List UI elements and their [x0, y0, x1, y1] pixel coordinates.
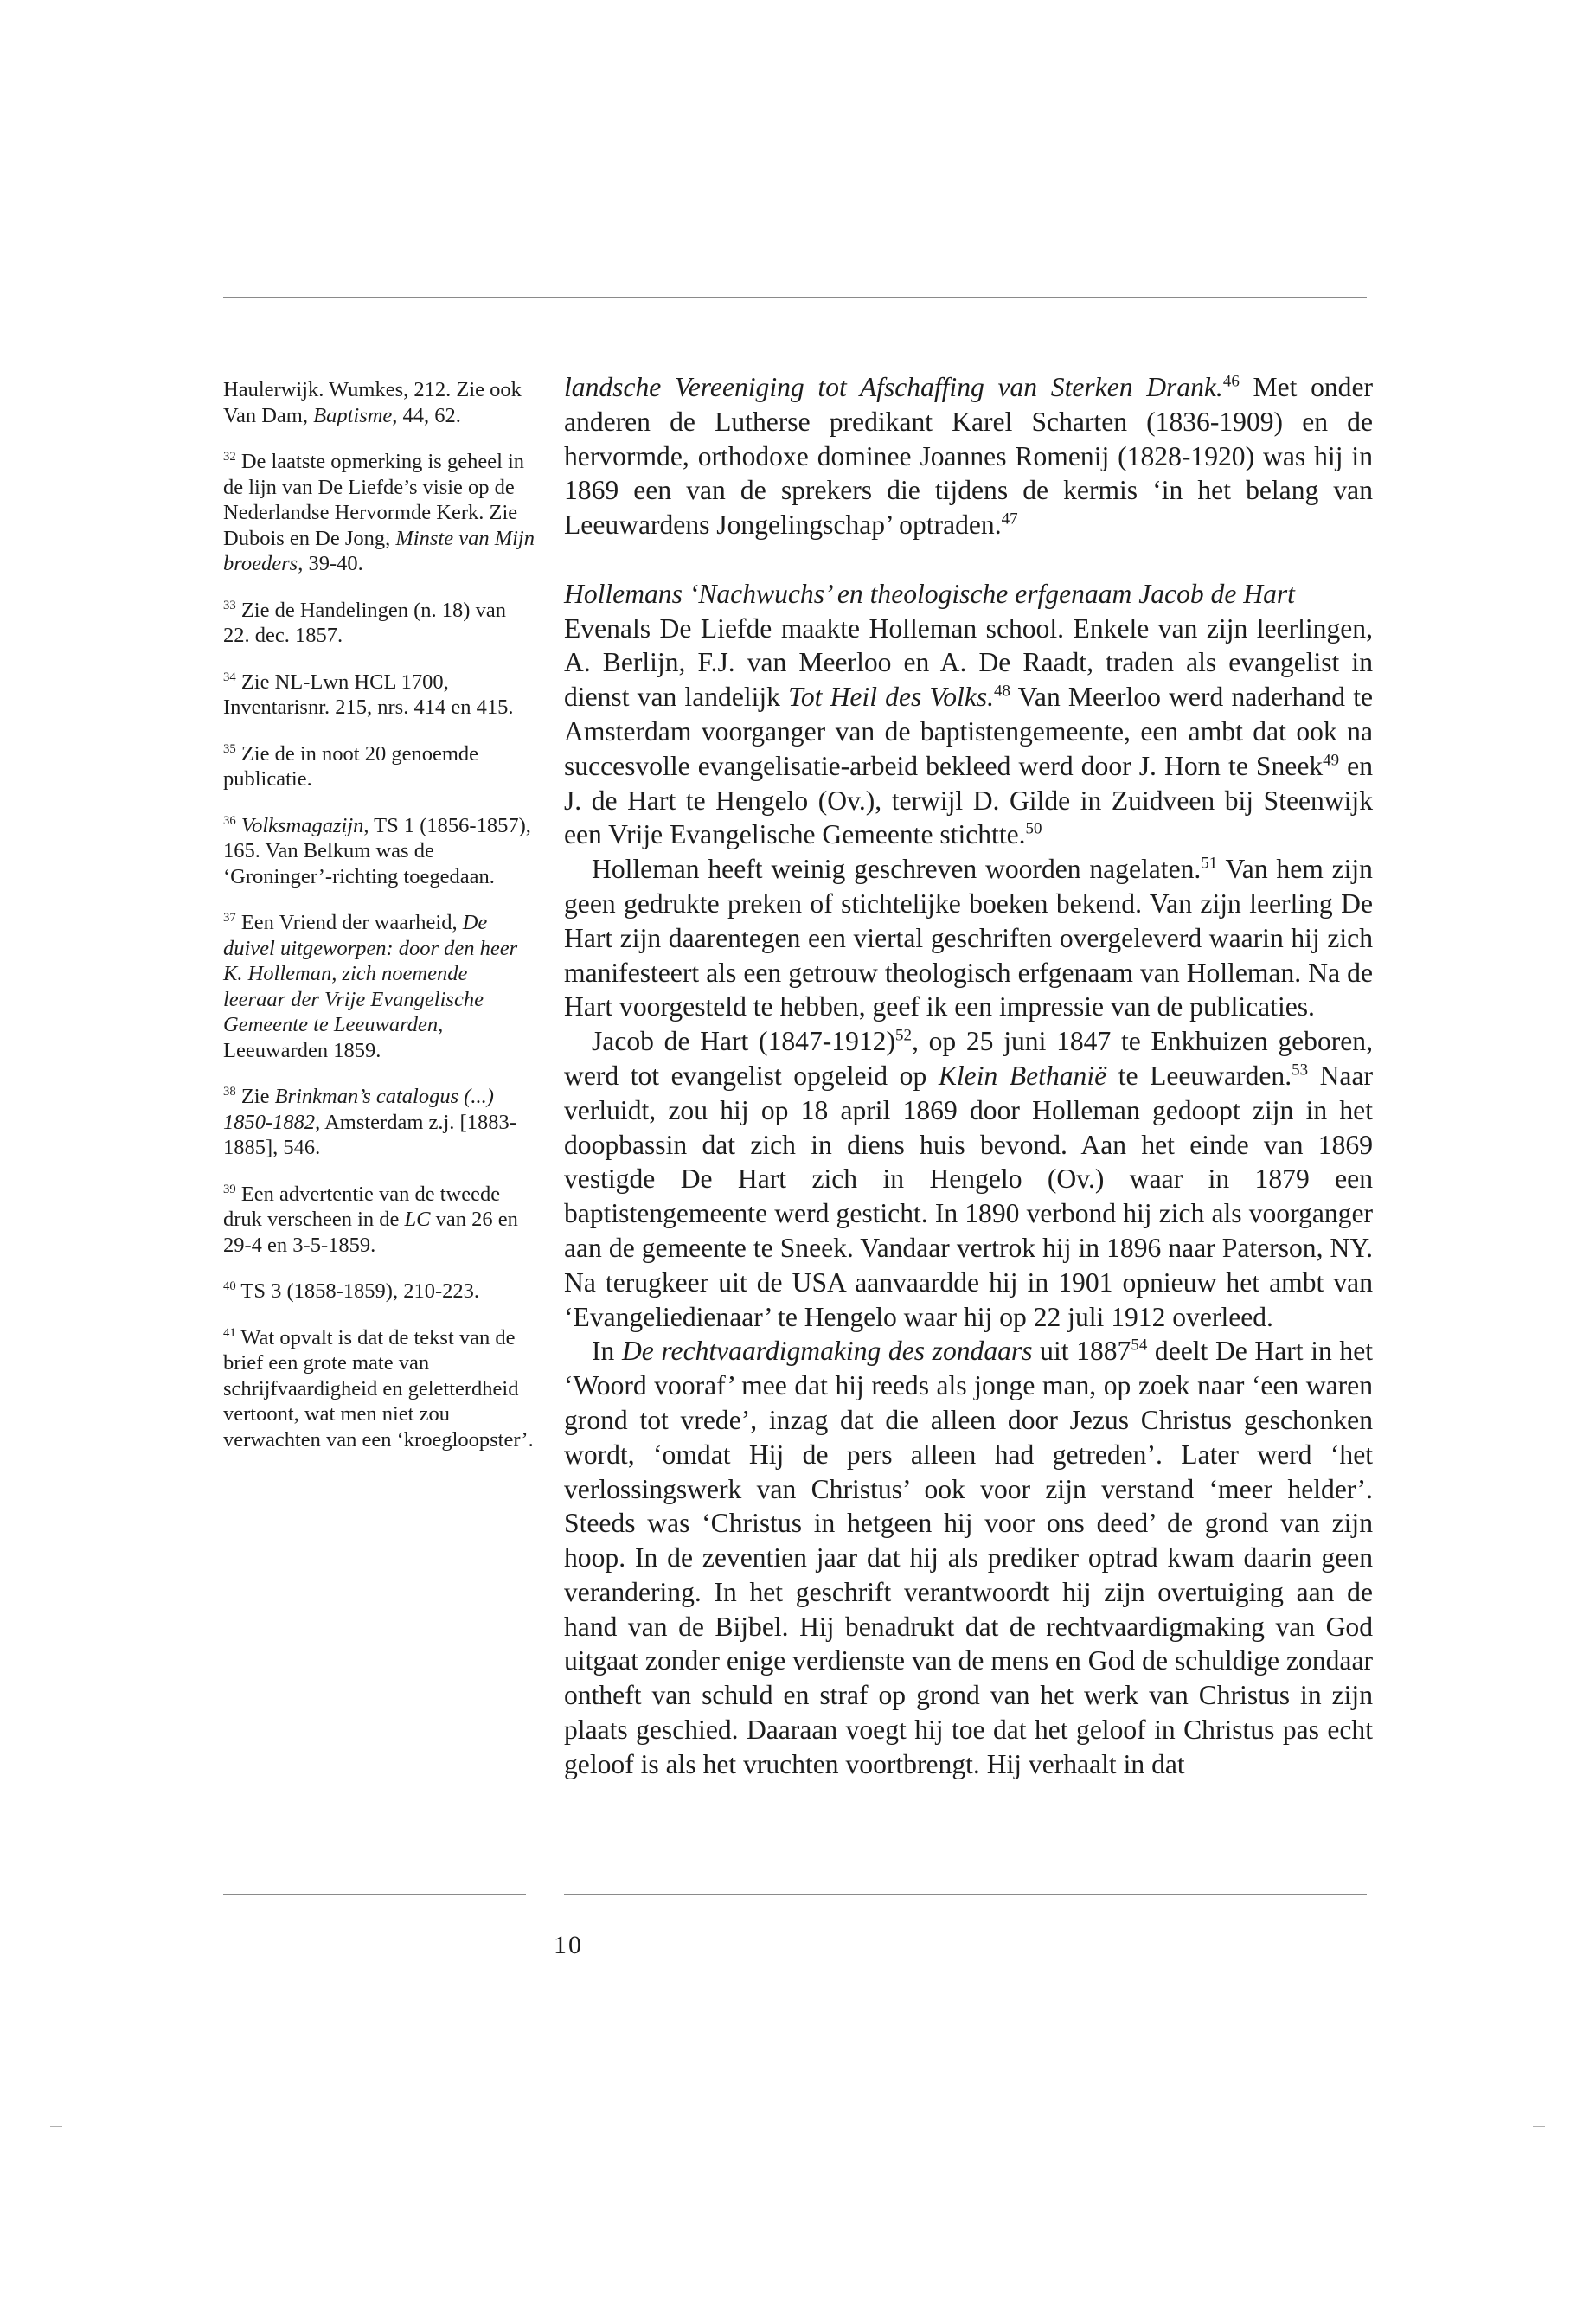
section-heading: Hollemans ‘Nachwuchs’ en theologische erfgenaam Jacob de Hart: [564, 578, 1295, 609]
footnote: $^{34}$ Zie NL-Lwn HCL 1700, Inventarisnr. 215, nrs. 414 en 415.: [223, 670, 514, 719]
paragraph: Holleman heeft weinig geschreven woorden nagelaten.$^{51}$ Van hem zijn geen gedrukte preken of stichtelijke boeken bekend. Van zijn leerling De Hart zijn daarentegen een viertal geschriften overgeleverd waarin hij zich manifesteert als een getrouw theologisch erfgenaam van Holleman. Na de Hart voorgesteld te hebben, geef ik een impressie van de publicaties.: [564, 854, 1373, 1022]
footnote: $^{36}$ Volksmagazijn, TS 1 (1856-1857), 165. Van Belkum was de ‘Groninger’-richting toegedaan.: [223, 813, 531, 888]
footnote-number: 36: [223, 813, 236, 828]
footnote-column: [223, 377, 535, 1473]
note-ref: 49: [1323, 751, 1340, 770]
note-ref: 46: [1222, 372, 1240, 391]
footnote-number: 40: [223, 1279, 236, 1294]
footnote: Haulerwijk. Wumkes, 212. Zie ook Van Dam, Baptisme, 44, 62.: [223, 378, 522, 427]
note-ref: 47: [1001, 510, 1018, 529]
footnote-number: 41: [223, 1325, 236, 1340]
note-ref: 52: [895, 1026, 912, 1045]
footnote: $^{33}$ Zie de Handelingen (n. 18) van 22. dec. 1857.: [223, 598, 506, 647]
footnote-number: 35: [223, 741, 236, 756]
note-ref: 54: [1131, 1336, 1148, 1355]
footnote-number: 32: [223, 450, 236, 465]
header-rule: [223, 297, 1367, 298]
paragraph: Jacob de Hart (1847-1912)$^{52}$, op 25 juni 1847 te Enkhuizen geboren, werd tot evangelist opgeleid op Klein Bethanië te Leeuwarden.$^{53}$ Naar verluidt, zou hij op 18 april 1869 door Holleman gedoopt zijn in het doopbassin dat zich in diens huis bevond. Aan het einde van 1869 vestigde De Hart zich in Hengelo (Ov.) waar in 1879 een baptistengemeente werd gesticht. In 1890 verbond hij zich als voorganger aan de gemeente te Sneek. Vandaar vertrok hij in 1896 naar Paterson, NY. Na terugkeer uit de USA aanvaardde hij in 1901 opnieuw het ambt van ‘Evangeliedienaar’ te Hengelo waar hij op 22 juli 1912 overleed.: [564, 1026, 1373, 1332]
footnote-number: 34: [223, 670, 236, 684]
footnote: $^{37}$ Een Vriend der waarheid, De duivel uitgeworpen: door den heer K. Holleman, zich noemende leeraar der Vrije Evangelische Gemeente te Leeuwarden, Leeuwarden 1859.: [223, 911, 518, 1062]
note-ref: 51: [1201, 854, 1218, 873]
paragraph: landsche Vereeniging tot Afschaffing van Sterken Drank.$^{46}$ Met onder anderen de Lutherse predikant Karel Scharten (1836-1909) en de hervormde, orthodoxe dominee Joannes Romenij (1828-1920) was hij in 1869 een van de sprekers die tijdens de kermis ‘in het belang van Leeuwardens Jongelingschap’ optraden.$^{47}$: [564, 372, 1373, 541]
note-ref: 48: [994, 682, 1010, 701]
footnote-number: 39: [223, 1182, 236, 1196]
paragraph: In De rechtvaardigmaking des zondaars uit 1887$^{54}$ deelt De Hart in het ‘Woord vooraf’ mee dat hij reeds als jonge man, op zoek naar ‘een waren grond tot vrede’, inzag dat die alleen door Jezus Christus geschonken wordt, ‘omdat Hij de pers alleen had getreden’. Later werd ‘het verlossingswerk van Christus’ ook voor zijn verstand ‘meer helder’. Steeds was ‘Christus in hetgeen hij voor ons deed’ de grond van zijn hoop. In de zeventien jaar dat hij als prediker optrad kwam daarin geen verandering. In het geschrift verantwoordt hij zijn overtuiging aan de hand van de Bijbel. Hij benadrukt dat de rechtvaardigmaking van God uitgaat zonder enige verdienste van de mens en God de schuldige zondaar ontheft van schuld en straf op grond van het werk van Christus in zijn plaats geschied. Daaraan voegt hij toe dat het geloof in Christus pas echt geloof is als het vruchten voortbrengt. Hij verhaalt in dat: [564, 1336, 1373, 1779]
crop-mark-bottom-right: [1533, 2126, 1545, 2127]
paragraph: Evenals De Liefde maakte Holleman school. Enkele van zijn leerlingen, A. Berlijn, F.J. van Meerloo en A. De Raadt, traden als evangelist in dienst van landelijk Tot Heil des Volks.$^{48}$ Van Meerloo werd naderhand te Amsterdam voorganger van de baptistengemeente, een ambt dat ook na succesvolle evangelisatie-arbeid bekleed werd door J. Horn te Sneek$^{49}$ en J. de Hart te Hengelo (Ov.), terwijl D. Gilde in Zuidveen bij Steenwijk een Vrije Evangelische Gemeente stichtte.$^{50}$: [564, 612, 1374, 850]
page-number: 10: [554, 1931, 583, 1959]
footnote-column-bottom-rule: [223, 1894, 526, 1895]
main-column-bottom-rule: [564, 1894, 1367, 1895]
footnote-number: 37: [223, 911, 236, 926]
footnote: $^{39}$ Een advertentie van de tweede druk verscheen in de LC van 26 en 29-4 en 3-5-1859.: [223, 1182, 518, 1257]
footnote-number: 38: [223, 1085, 236, 1099]
footnote: $^{38}$ Zie Brinkman’s catalogus (...) 1850-1882, Amsterdam z.j. [1883-1885], 546.: [223, 1085, 516, 1159]
note-ref: 53: [1292, 1061, 1309, 1080]
footnote: $^{32}$ De laatste opmerking is geheel in de lijn van De Liefde’s visie op de Nederlandse Hervormde Kerk. Zie Dubois en De Jong, Minste van Mijn broeders, 39-40.: [223, 450, 535, 575]
footnote: $^{35}$ Zie de in noot 20 genoemde publicatie.: [223, 741, 479, 791]
footnote-number: 33: [223, 598, 236, 612]
footnote: $^{41}$ Wat opvalt is dat de tekst van de brief een grote mate van schrijfvaardigheid en geletterdheid vertoont, wat men niet zou verwachten van een ‘kroegloopster’.: [223, 1325, 534, 1452]
main-text-column: [564, 370, 1373, 1782]
note-ref: 50: [1025, 819, 1042, 838]
crop-mark-bottom-left: [50, 2126, 62, 2127]
footnote: $^{40}$ TS 3 (1858-1859), 210-223.: [223, 1279, 479, 1303]
